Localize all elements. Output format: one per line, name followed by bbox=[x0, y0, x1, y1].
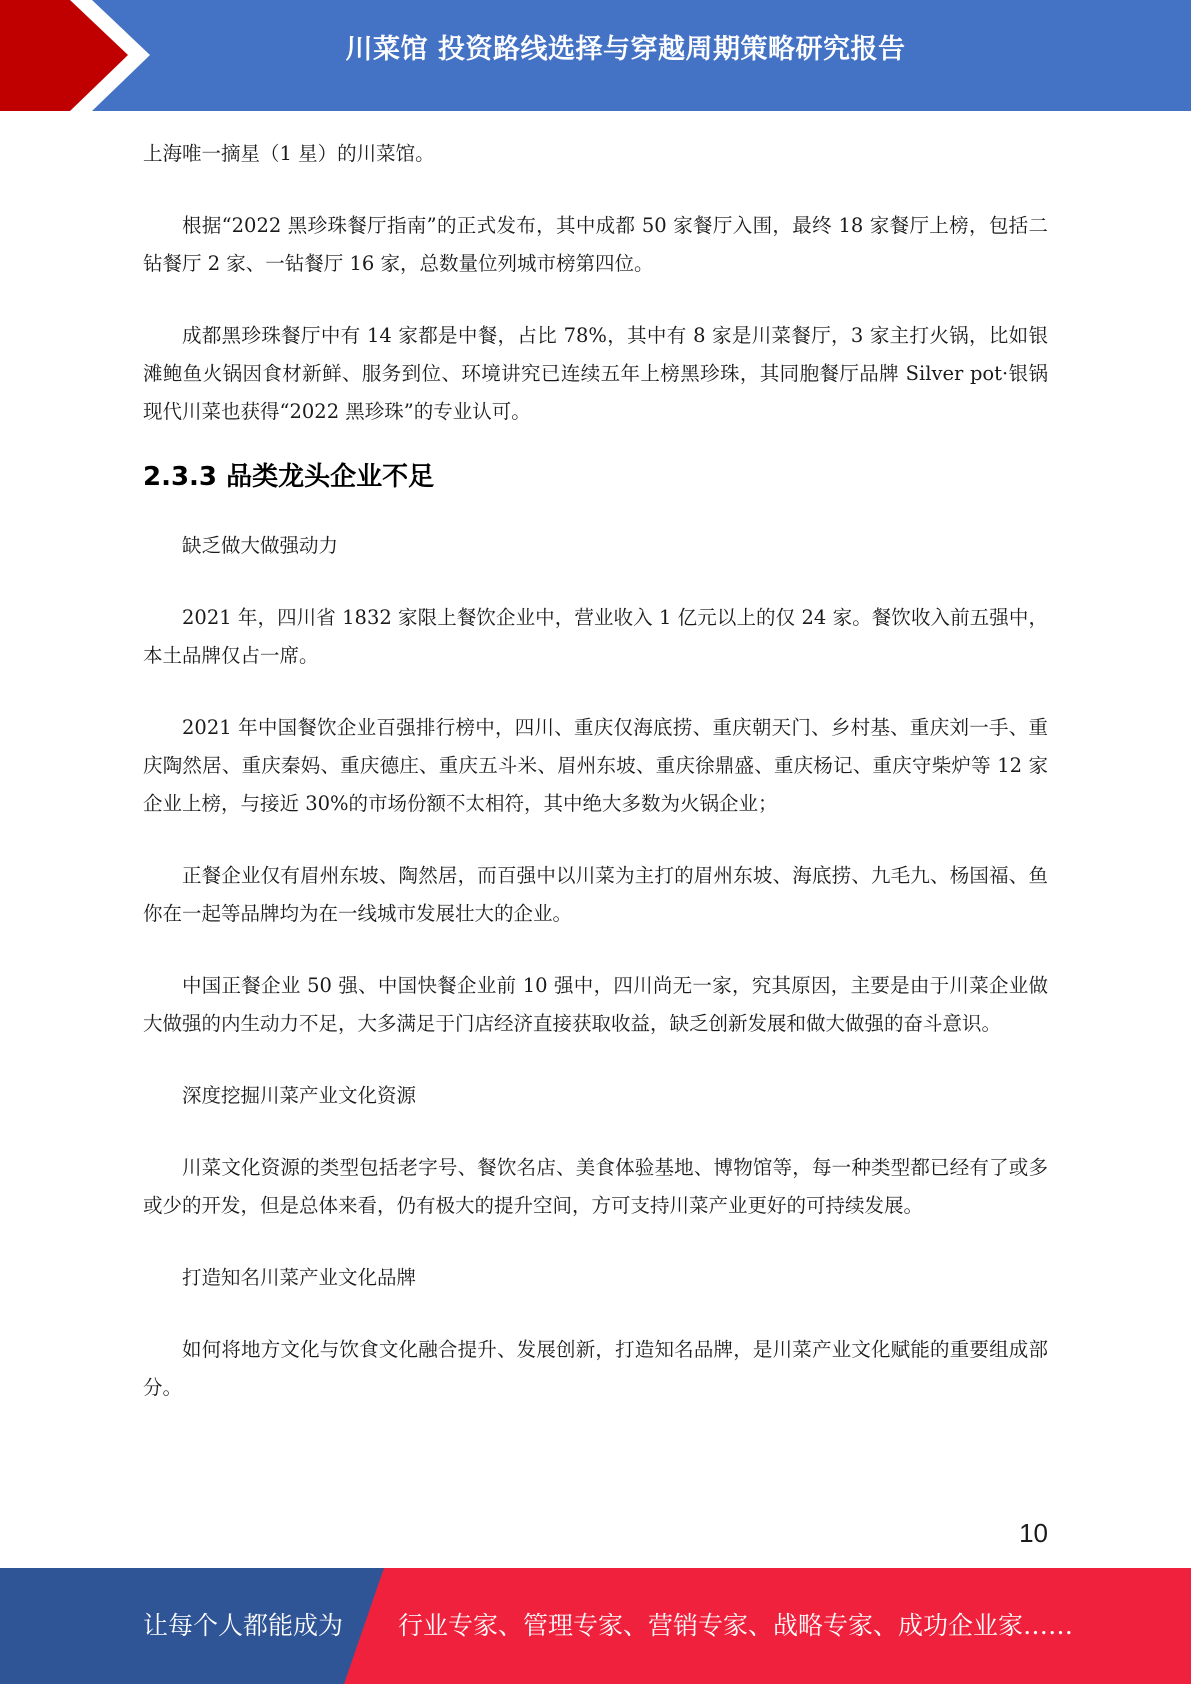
footer-slogan-right: 行业专家、管理专家、营销专家、战略专家、成功企业家…… bbox=[398, 1611, 1074, 1640]
subheading-culture-resources: 深度挖掘川菜产业文化资源 bbox=[182, 1084, 417, 1107]
section-heading: 2.3.3 品类龙头企业不足 bbox=[143, 462, 435, 492]
paragraph-continuation: 上海唯一摘星（1 星）的川菜馆。 bbox=[143, 142, 435, 165]
document-body bbox=[143, 135, 1048, 1441]
paragraph-chengdu-black-pearl: 成都黑珍珠餐厅中有 14 家都是中餐，占比 78%，其中有 8 家是川菜餐厅，3 家主打火锅，比如银滩鲍鱼火锅因食材新鲜、服务到位、环境讲究已连续五年上榜黑珍珠，其同胞餐厅品牌 Silver pot·银锅现代川菜也获得“2022 黑珍珠”的专业认可。 bbox=[143, 324, 1048, 423]
subheading-culture-brand: 打造知名川菜产业文化品牌 bbox=[182, 1266, 417, 1289]
footer-slogan-left: 让每个人都能成为 bbox=[143, 1611, 344, 1640]
page-header bbox=[0, 0, 1191, 111]
page-number: 10 bbox=[1019, 1518, 1048, 1548]
paragraph-black-pearl-guide: 根据“2022 黑珍珠餐厅指南”的正式发布，其中成都 50 家餐厅入围，最终 18 家餐厅上榜，包括二钻餐厅 2 家、一钻餐厅 16 家，总数量位列城市榜第四位。 bbox=[143, 214, 1048, 275]
paragraph-formal-dining: 正餐企业仅有眉州东坡、陶然居，而百强中以川菜为主打的眉州东坡、海底捞、九毛九、杨国福、鱼你在一起等品牌均为在一线城市发展壮大的企业。 bbox=[143, 864, 1048, 925]
report-title: 川菜馆 投资路线选择与穿越周期策略研究报告 bbox=[345, 34, 906, 65]
paragraph-top-50-analysis: 中国正餐企业 50 强、中国快餐企业前 10 强中，四川尚无一家，究其原因，主要是由于川菜企业做大做强的内生动力不足，大多满足于门店经济直接获取收益，缺乏创新发展和做大做强的奋斗意识。 bbox=[143, 974, 1048, 1035]
page-footer bbox=[0, 1568, 1191, 1684]
paragraph-culture-resources: 川菜文化资源的类型包括老字号、餐饮名店、美食体验基地、博物馆等，每一种类型都已经有了或多或少的开发，但是总体来看，仍有极大的提升空间，方可支持川菜产业更好的可持续发展。 bbox=[143, 1156, 1048, 1217]
paragraph-culture-brand: 如何将地方文化与饮食文化融合提升、发展创新，打造知名品牌，是川菜产业文化赋能的重要组成部分。 bbox=[143, 1338, 1048, 1399]
paragraph-top-100-ranking: 2021 年中国餐饮企业百强排行榜中，四川、重庆仅海底捞、重庆朝天门、乡村基、重庆刘一手、重庆陶然居、重庆秦妈、重庆德庄、重庆五斗米、眉州东坡、重庆徐鼎盛、重庆杨记、重庆守柴炉等 12 家企业上榜，与接近 30%的市场份额不太相符，其中绝大多数为火锅企业； bbox=[143, 716, 1048, 815]
subheading-lack-of-drive: 缺乏做大做强动力 bbox=[182, 534, 339, 557]
paragraph-sichuan-enterprises-2021: 2021 年，四川省 1832 家限上餐饮企业中，营业收入 1 亿元以上的仅 24 家。餐饮收入前五强中，本土品牌仅占一席。 bbox=[143, 606, 1048, 667]
